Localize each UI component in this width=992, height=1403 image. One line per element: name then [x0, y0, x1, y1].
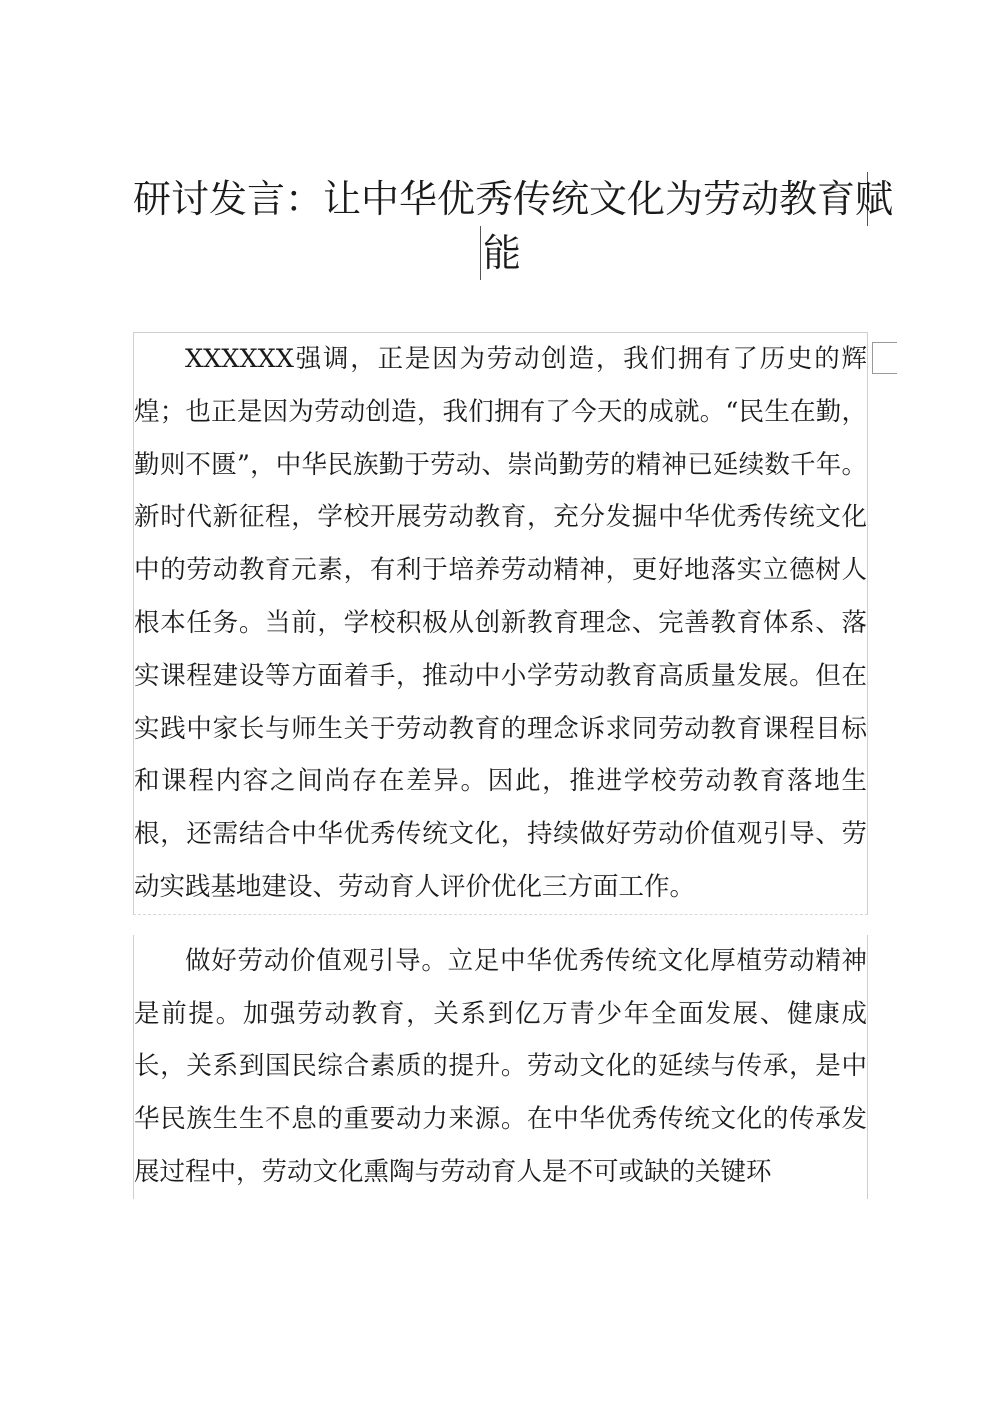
- title-line-2-wrap: [133, 226, 868, 280]
- title-line-2: 能: [480, 226, 521, 280]
- text-boundary-mark: [872, 342, 897, 374]
- document-body: [133, 332, 868, 1199]
- paragraph-1: XXXXXX强调，正是因为劳动创造，我们拥有了历史的辉煌；也正是因为劳动创造，我们拥有了今天的成就。“民生在勤，勤则不匮”，中华民族勤于劳动、崇尚勤劳的精神已延续数千年。新时代新征程，学校开展劳动教育，充分发掘中华优秀传统文化中的劳动教育元素，有利于培养劳动精神，更好地落实立德树人根本任务。当前，学校积极从创新教育理念、完善教育体系、落实课程建设等方面着手，推动中小学劳动教育高质量发展。但在实践中家长与师生关于劳动教育的理念诉求同劳动教育课程目标和课程内容之间尚存在差异。因此，推进学校劳动教育落地生根，还需结合中华优秀传统文化，持续做好劳动价值观引导、劳动实践基地建设、劳动育人评价优化三方面工作。: [133, 332, 868, 915]
- paragraph-2: 做好劳动价值观引导。立足中华优秀传统文化厚植劳动精神是前提。加强劳动教育，关系到亿万青少年全面发展、健康成长，关系到国民综合素质的提升。劳动文化的延续与传承，是中华民族生生不息的重要动力来源。在中华优秀传统文化的传承发展过程中，劳动文化熏陶与劳动育人是不可或缺的关键环: [133, 935, 868, 1199]
- title-line-1: 研讨发言：让中华优秀传统文化为劳动教育赋: [133, 172, 868, 226]
- document-title: [133, 172, 894, 280]
